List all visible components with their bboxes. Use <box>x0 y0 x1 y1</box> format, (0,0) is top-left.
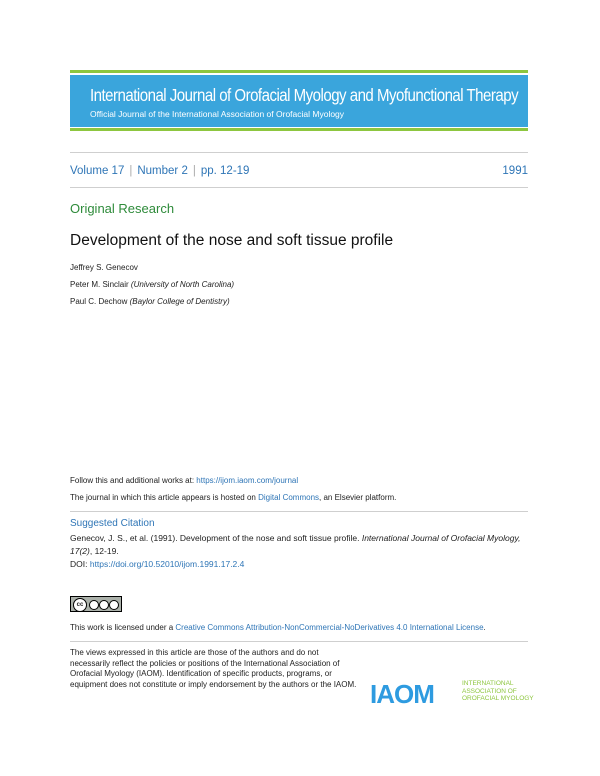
author-name: Jeffrey S. Genecov <box>70 263 138 272</box>
meta-separator: | <box>192 165 196 177</box>
iaom-subtitle-line: INTERNATIONAL <box>462 680 514 687</box>
journal-title: International Journal of Orofacial Myology and Myofunctional Therapy <box>90 85 519 105</box>
divider-disclaimer <box>70 641 528 642</box>
license-suffix: . <box>483 623 486 632</box>
author-name: Peter M. Sinclair <box>70 280 129 289</box>
follow-prefix: Follow this and additional works at: <box>70 476 197 485</box>
follow-line <box>70 476 298 485</box>
digital-commons-link[interactable]: Digital Commons <box>258 493 320 502</box>
volume-label: Volume 17 <box>70 165 125 177</box>
iaom-logo-subtitle <box>462 680 542 703</box>
author-affiliation: (University of North Carolina) <box>130 280 235 289</box>
top-green-bar <box>70 70 528 73</box>
citation-journal: International Journal of Orofacial Myology, 17(2) <box>70 533 521 556</box>
citation-plain: Genecov, J. S., et al. (1991). Development of the nose and soft tissue profile. <box>70 533 362 543</box>
cc-nc-icon <box>99 600 109 610</box>
journal-subtitle: Official Journal of the International Association of Orofacial Myology <box>90 109 345 119</box>
article-title: Development of the nose and soft tissue profile <box>70 232 394 249</box>
license-line <box>70 623 486 632</box>
author-affiliation: (Baylor College of Dentistry) <box>129 297 230 306</box>
doi-label: DOI: <box>70 559 90 569</box>
journal-banner <box>70 75 528 127</box>
disclaimer-text: The views expressed in this article are those of the authors and do not necessarily reflect the policies or positions of the International Association of Orofacial Myology (IAOM). Identification of specific products, programs, or equipment does not constitute or imply endorsement by the authors or the IAOM. <box>70 648 357 689</box>
divider-top <box>70 152 528 153</box>
number-label: Number 2 <box>137 165 188 177</box>
cc-by-icon <box>89 600 99 610</box>
iaom-logo-text: IAOM <box>370 679 434 709</box>
section-label: Original Research <box>70 201 175 216</box>
license-link[interactable]: Creative Commons Attribution-NonCommercial-NoDerivatives 4.0 International License <box>175 623 484 632</box>
citation-text <box>70 532 530 571</box>
pages-label: pp. 12-19 <box>200 165 250 177</box>
author-name: Paul C. Dechow <box>70 297 128 306</box>
author-1 <box>70 263 138 272</box>
divider-citation <box>70 511 528 512</box>
iaom-subtitle-line: ASSOCIATION OF <box>462 687 517 695</box>
meta-separator: | <box>129 165 133 177</box>
license-prefix: This work is licensed under a <box>70 623 176 632</box>
citation-pages: , 12-19. <box>89 546 119 556</box>
cc-license-icon[interactable] <box>70 596 122 612</box>
hosted-suffix: , an Elsevier platform. <box>319 493 397 502</box>
doi-link[interactable]: https://doi.org/10.52010/ijom.1991.17.2.4 <box>89 559 245 569</box>
divider-bottom <box>70 187 528 188</box>
hosted-line <box>70 493 396 502</box>
author-3 <box>70 297 230 306</box>
follow-link[interactable]: https://ijom.iaom.com/journal <box>196 476 299 485</box>
citation-heading: Suggested Citation <box>70 518 155 529</box>
iaom-subtitle-line: OROFACIAL MYOLOGY <box>462 695 534 702</box>
cc-nd-icon <box>109 600 119 610</box>
cc-circle-icon: cc <box>73 598 87 612</box>
issue-meta <box>70 165 249 177</box>
hosted-prefix: The journal in which this article appears is hosted on <box>70 493 259 502</box>
issue-year: 1991 <box>502 165 528 177</box>
bottom-green-bar <box>70 128 528 131</box>
author-2 <box>70 280 234 289</box>
